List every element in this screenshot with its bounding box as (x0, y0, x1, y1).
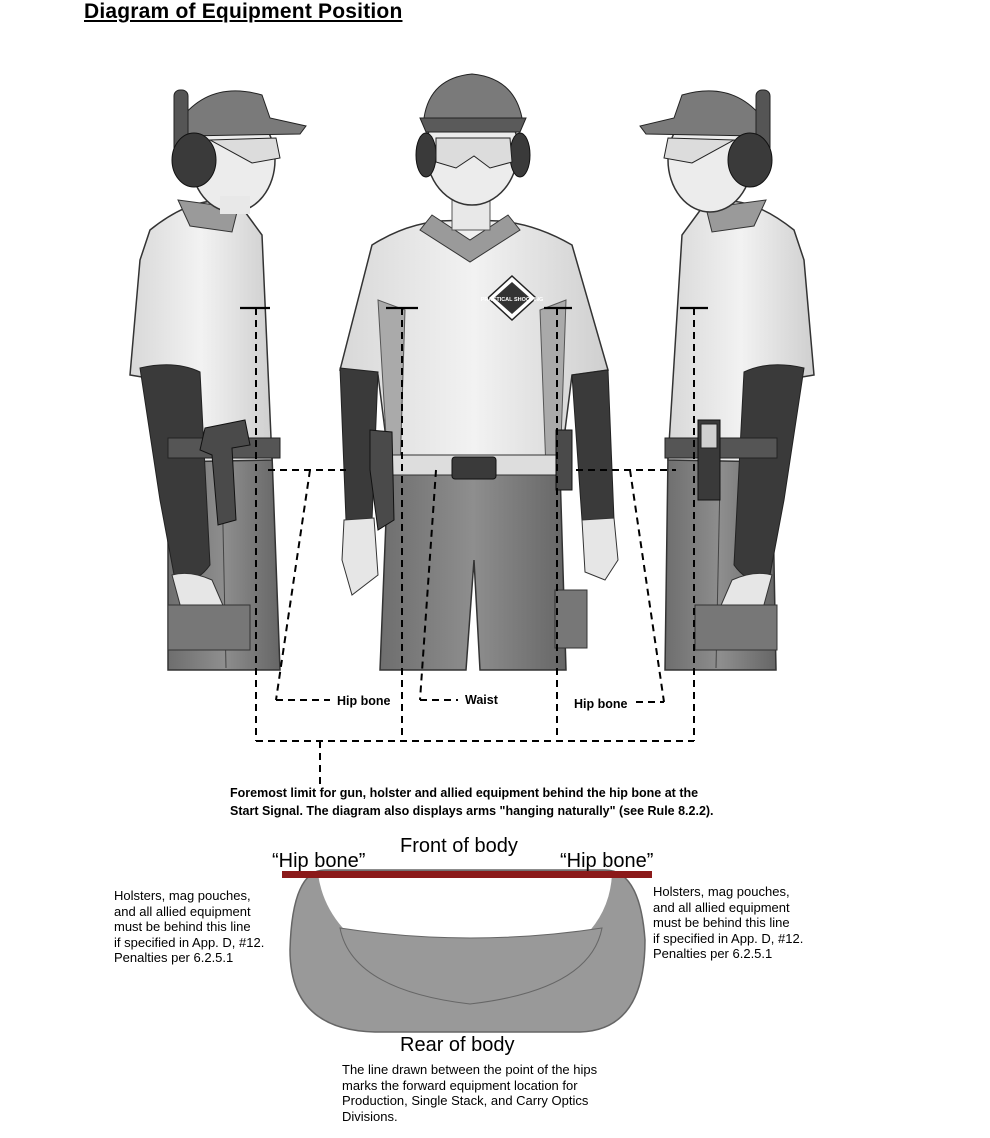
right-side-figure (640, 90, 814, 670)
hip-bone-right-top-label: “Hip bone” (560, 850, 654, 872)
footer-note-line: Production, Single Stack, and Carry Optics (342, 1093, 589, 1108)
right-equipment-note (653, 884, 843, 962)
right-note-line: Holsters, mag pouches, (653, 884, 790, 899)
hip-bone-left-label: Hip bone (337, 694, 391, 708)
page-title: Diagram of Equipment Position (84, 0, 403, 23)
caption-line-2: Start Signal. The diagram also displays arms "hanging naturally" (see Rule 8.2.2). (230, 804, 714, 818)
waist-label: Waist (465, 693, 498, 707)
left-note-line: and all allied equipment (114, 903, 251, 919)
footer-note (342, 1062, 662, 1124)
left-note-line: Holsters, mag pouches, (114, 888, 251, 903)
center-front-figure (340, 74, 618, 670)
rear-of-body-label: Rear of body (400, 1034, 515, 1056)
footer-note-line: marks the forward equipment location for (342, 1077, 578, 1093)
top-view-body-diagram (282, 870, 652, 1032)
hip-bone-right-label: Hip bone (574, 697, 628, 711)
figure-caption (230, 784, 790, 820)
left-note-line: must be behind this line (114, 919, 251, 934)
left-note-line: if specified in App. D, #12. (114, 934, 265, 950)
hip-bone-left-top-label: “Hip bone” (272, 850, 366, 872)
left-note-line: Penalties per 6.2.5.1 (114, 950, 234, 965)
right-note-line: if specified in App. D, #12. (653, 930, 804, 946)
footer-note-line: Divisions. (342, 1108, 398, 1124)
footer-note-line: The line drawn between the point of the hips (342, 1062, 598, 1077)
shirt-logo-text: PRACTICAL SHOOTING (480, 297, 544, 303)
right-note-line: must be behind this line (653, 915, 790, 930)
left-equipment-note (114, 888, 304, 966)
caption-line-1: Foremost limit for gun, holster and allied equipment behind the hip bone at the (230, 786, 699, 800)
front-of-body-label: Front of body (400, 835, 518, 857)
left-side-figure (130, 90, 306, 670)
right-note-line: and all allied equipment (653, 899, 790, 915)
right-note-line: Penalties per 6.2.5.1 (653, 946, 773, 961)
